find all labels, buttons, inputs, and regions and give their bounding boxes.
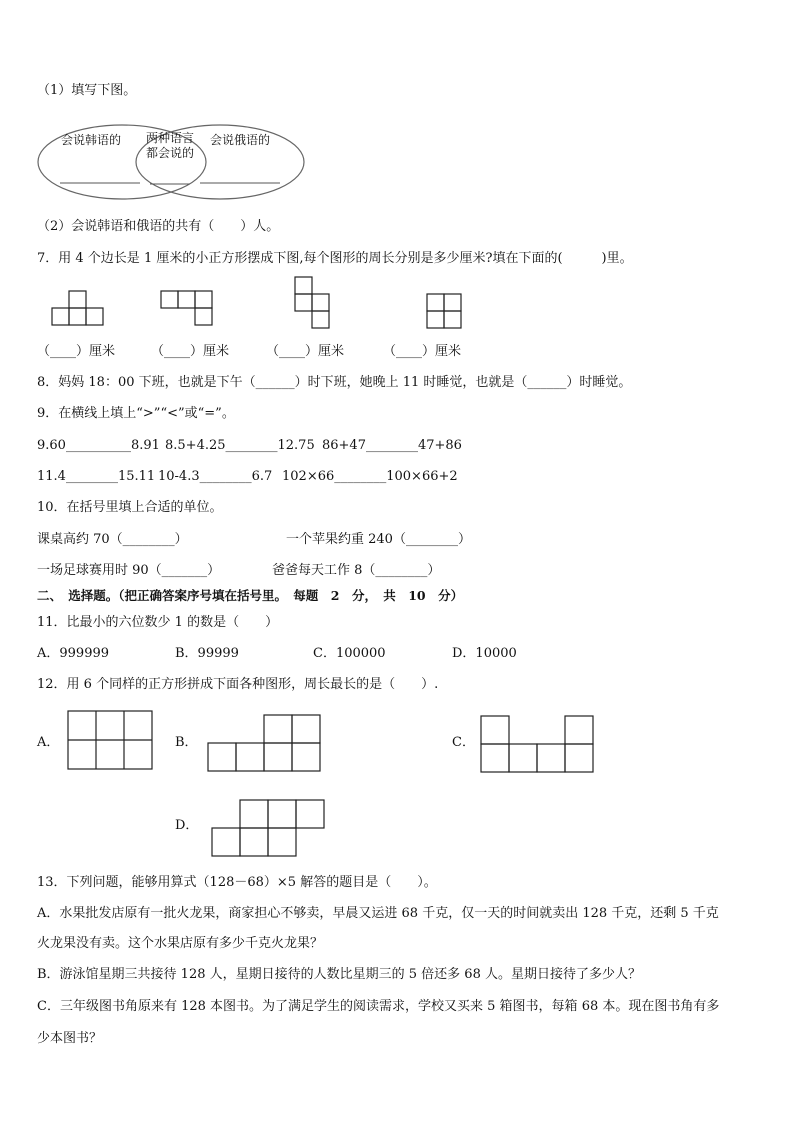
q10-item-3: 一场足球赛用时 90（_______） [37,563,221,578]
venn-question-1: （1）填写下图。 [37,83,137,98]
q10-item-2: 一个苹果约重 240（________） [286,532,471,547]
q11-option-c: C．100000 [313,646,386,661]
q12-figure-d [212,800,332,864]
venn-middle-label-2: 都会说的 [146,146,195,160]
section2-title: 二、 选择题。（把正确答案序号填在括号里。 每题 2 分， 共 10 分） [37,588,464,603]
venn-question-2: （2）会说韩语和俄语的共有（ ）人。 [37,219,280,234]
q7-answer-3: （____）厘米 [266,344,345,359]
q13-option-c-line2: 少本图书？ [37,1031,103,1046]
q7-answer-2: （____）厘米 [151,344,230,359]
q10-item-1: 课桌高约 70（________） [37,532,188,547]
q9-row1-item1: 9.60__________8.91 [37,438,160,453]
q12-label-d: D． [175,818,199,833]
q12-figure-c [481,716,601,780]
q12-figure-a [68,711,158,775]
venn-right-label: 会说俄语的 [210,133,271,147]
q12-label-b: B． [175,735,198,750]
q13-text: 13．下列问题，能够用算式（128－68）×5 解答的题目是（ ）。 [37,875,437,890]
q7-answer-4: （____）厘米 [383,344,462,359]
q13-option-a-line1: A．水果批发店原有一批火龙果，商家担心不够卖，早晨又运进 68 千克，仅一天的时间就卖出 128 千克，还剩 5 千克 [37,906,719,921]
q7-figure-2 [161,291,221,331]
venn-left-label: 会说韩语的 [61,133,122,147]
q7-figure-1 [52,291,112,331]
q10-text: 10．在括号里填上合适的单位。 [37,500,223,515]
venn-diagram [0,112,794,202]
q13-option-a-line2: 火龙果没有卖。这个水果店原有多少千克火龙果？ [37,936,324,951]
q9-row2-item3: 102×66________100×66+2 [282,469,458,484]
q12-text: 12．用 6 个同样的正方形拼成下面各种图形，周长最长的是（ ）. [37,677,439,692]
q11-option-a: A．999999 [37,646,110,661]
q13-option-b: B．游泳馆星期三共接待 128 人，星期日接待的人数比星期三的 5 倍还多 68 人。星期日接待了多少人？ [37,967,641,982]
q12-figure-b [208,715,328,779]
q9-row2-item2: 10-4.3________6.7 [158,469,273,484]
q9-text: 9．在横线上填上“>”“<”或“=”。 [37,406,235,421]
venn-middle-label-1: 两种语言 [146,131,195,145]
q11-text: 11．比最小的六位数少 1 的数是（ ） [37,615,279,630]
q9-row1-item3: 86+47________47+86 [322,438,462,453]
q12-label-a: A． [37,735,60,750]
q11-option-b: B．99999 [175,646,239,661]
q7-figure-4 [427,294,467,334]
q8-text: 8．妈妈 18：00 下班，也就是下午（______）时下班，她晚上 11 时睡觉，也就是（______）时睡觉。 [37,375,632,390]
q7-text: 7．用 4 个边长是 1 厘米的小正方形摆成下图,每个图形的周长分别是多少厘米?填在下面的( )里。 [37,251,633,266]
q9-row2-item1: 11.4________15.11 [37,469,156,484]
q11-option-d: D．10000 [452,646,517,661]
q7-answer-1: （____）厘米 [37,344,116,359]
q10-item-4: 爸爸每天工作 8（________） [272,563,441,578]
q13-option-c-line1: C．三年级图书角原来有 128 本图书。为了满足学生的阅读需求，学校又买来 5 箱图书，每箱 68 本。现在图书角有多 [37,999,720,1014]
q9-row1-item2: 8.5+4.25________12.75 [165,438,315,453]
q7-figure-3 [295,277,335,337]
q12-label-c: C． [452,735,475,750]
